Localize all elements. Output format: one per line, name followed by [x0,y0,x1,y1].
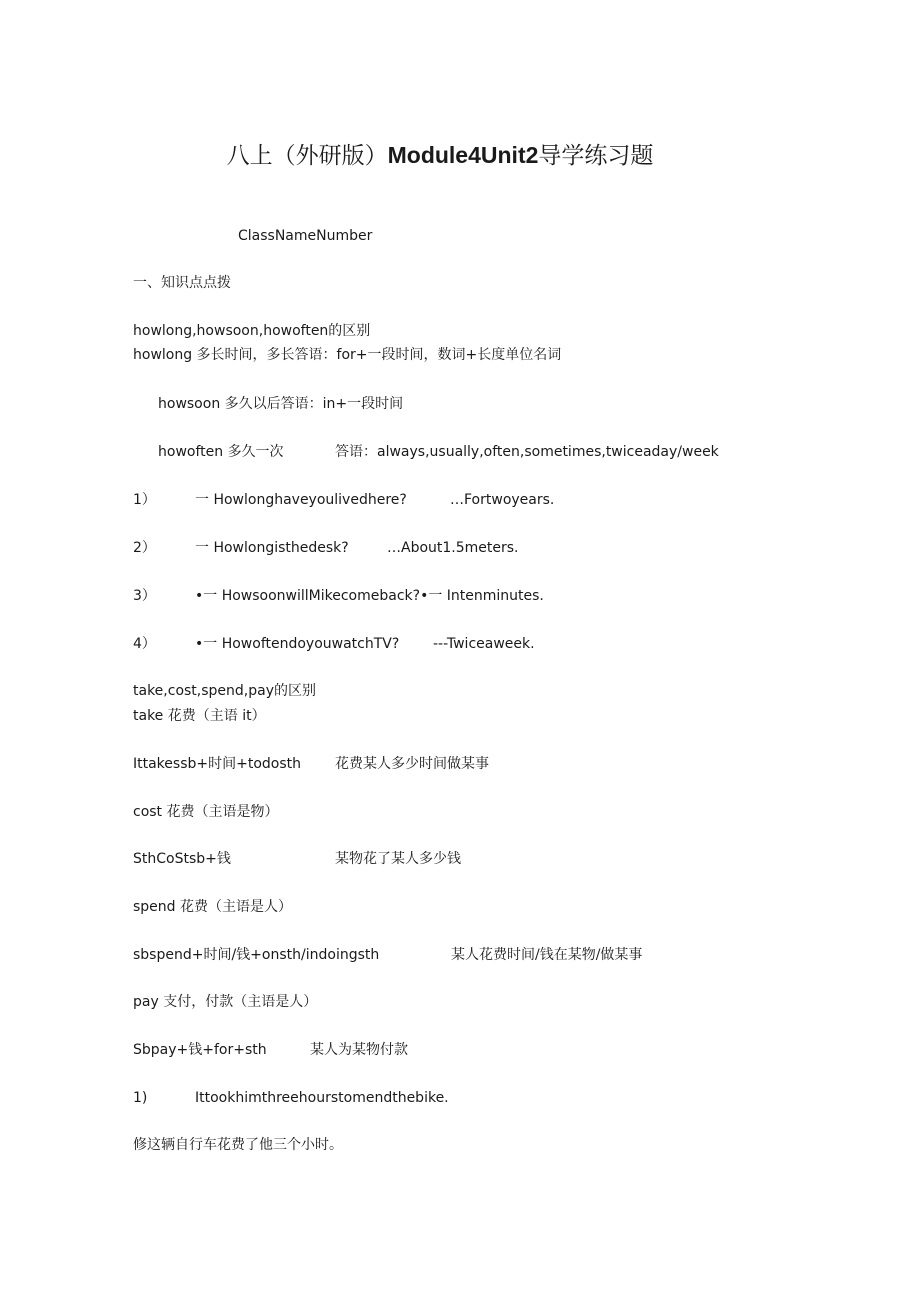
take-meaning: 花费某人多少时间做某事 [335,756,489,772]
example-answer: …About1.5meters. [387,540,519,556]
part-b-heading: take,cost,spend,pay的区别 [133,683,316,699]
pay-meaning: 某人为某物付款 [310,1042,408,1058]
pay-pattern: Sbpay+钱+for+sth [133,1042,267,1058]
exercise-english: Ittookhimthreehourstomendthebike. [195,1090,449,1106]
example-number: 3） [133,588,156,604]
title-suffix: 导学练习题 [538,143,654,169]
section-heading: 一、知识点点拨 [133,275,231,291]
part-a-heading: howlong,howsoon,howoften的区别 [133,323,371,339]
exercise-chinese: 修这辆自行车花费了他三个小时。 [133,1137,343,1153]
example-question: 一 Howlonghaveyoulivedhere? [195,492,407,508]
document-title [0,140,880,171]
exercise-number: 1) [133,1090,148,1106]
cost-pattern: SthCoStsb+钱 [133,851,231,867]
title-prefix: 八上（外研版） [226,143,388,169]
howoften-line: howoften 多久一次 [158,444,284,460]
howsoon-line: howsoon 多久以后答语：in+一段时间 [158,396,404,412]
example-question: •一 HowoftendoyouwatchTV? [195,636,400,652]
spend-pattern: sbspend+时间/钱+onsth/indoingsth [133,947,380,963]
take-label: take 花费（主语 it） [133,708,266,724]
example-answer: …Fortwoyears. [450,492,555,508]
header-fields: ClassNameNumber [238,228,373,244]
cost-label: cost 花费（主语是物） [133,804,279,820]
spend-meaning: 某人花费时间/钱在某物/做某事 [451,947,643,963]
example-number: 2） [133,540,156,556]
pay-label: pay 支付，付款（主语是人） [133,994,318,1010]
take-pattern: Ittakessb+时间+todosth [133,756,302,772]
example-question: 一 Howlongisthedesk? [195,540,349,556]
example-answer: ---Twiceaweek. [433,636,535,652]
title-bold: Module4Unit2 [387,142,539,168]
howoften-answer: 答语：always,usually,often,sometimes,twiceaday/week [335,444,719,460]
example-question: •一 HowsoonwillMikecomeback?•一 Intenminutes. [195,588,544,604]
example-number: 4） [133,636,156,652]
example-number: 1） [133,492,156,508]
spend-label: spend 花费（主语是人） [133,899,293,915]
howlong-line: howlong 多长时间，多长答语：for+一段时间，数词+长度单位名词 [133,347,562,363]
cost-meaning: 某物花了某人多少钱 [335,851,461,867]
